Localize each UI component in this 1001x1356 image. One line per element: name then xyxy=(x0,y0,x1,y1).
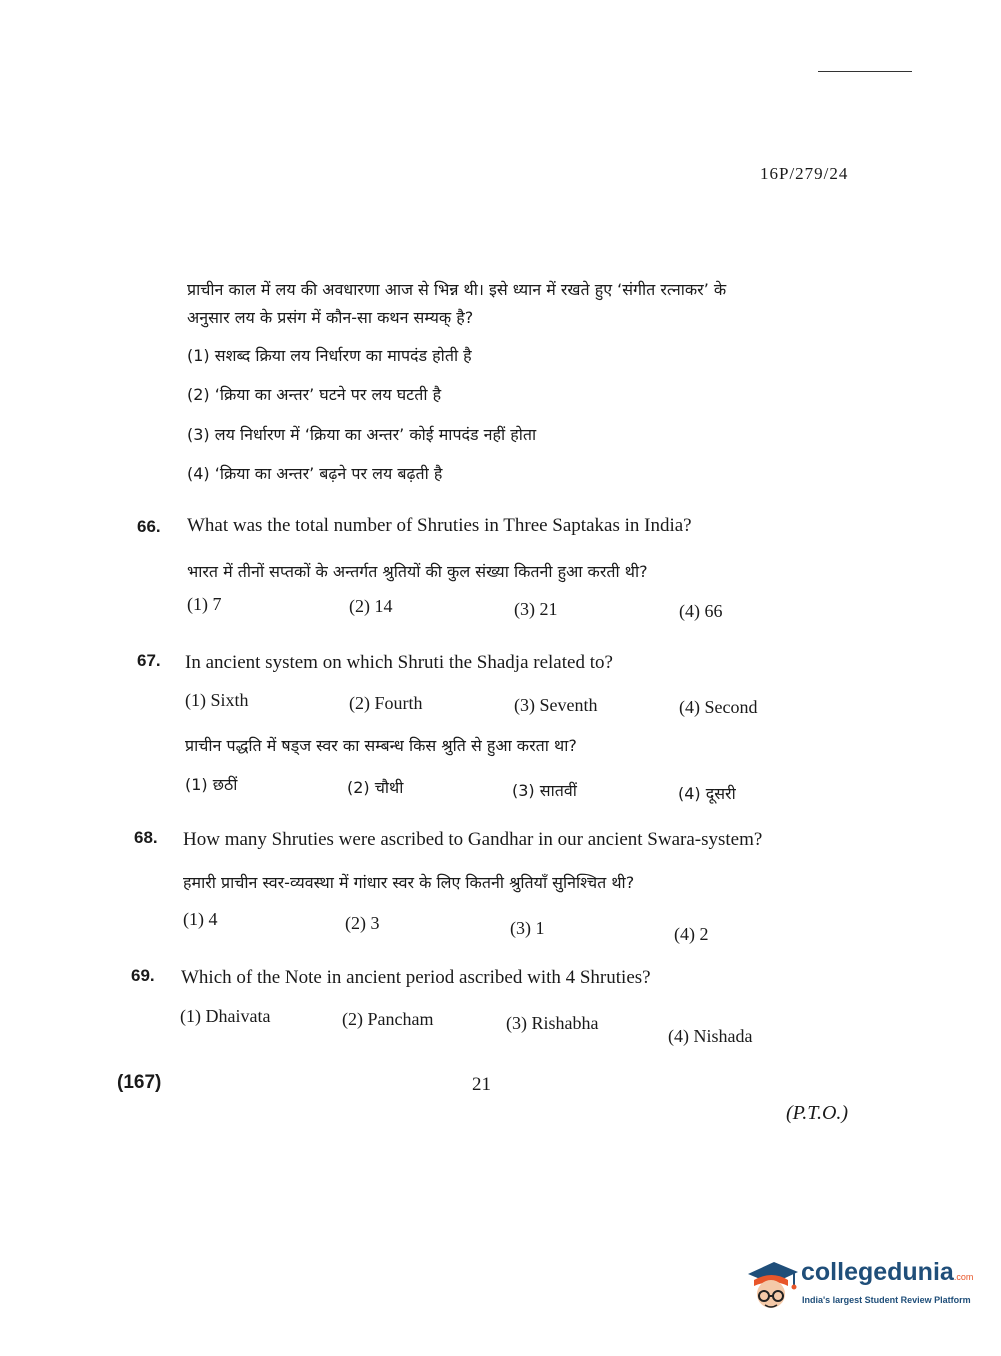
paper-code: 16P/279/24 xyxy=(760,164,849,183)
q67-option-hi-2: (2) चौथी xyxy=(347,778,404,797)
q68-hindi: हमारी प्राचीन स्वर-व्यवस्था में गांधार स्वर के लिए कितनी श्रुतियाँ सुनिश्चित थी? xyxy=(183,873,635,892)
q68-english: How many Shruties were ascribed to Gandhar in our ancient Swara-system? xyxy=(183,829,763,850)
q68-option-4: (4) 2 xyxy=(674,924,709,944)
logo-tagline: India's largest Student Review Platform xyxy=(802,1295,971,1305)
q66-english: What was the total number of Shruties in Three Saptakas in India? xyxy=(187,515,692,536)
q65-option-4: (4) ‘क्रिया का अन्तर’ बढ़ने पर लय बढ़ती है xyxy=(187,464,443,483)
q65-option-1: (1) सशब्द क्रिया लय निर्धारण का मापदंड होती है xyxy=(187,346,472,365)
q68-option-2: (2) 3 xyxy=(345,913,380,933)
q65-text-line1: प्राचीन काल में लय की अवधारणा आज से भिन्न थी। इसे ध्यान में रखते हुए ‘संगीत रत्नाकर’ के xyxy=(187,280,727,299)
q69-number: 69. xyxy=(131,966,155,985)
q67-option-en-4: (4) Second xyxy=(679,697,758,717)
q69-english: Which of the Note in ancient period ascribed with 4 Shruties? xyxy=(181,967,651,988)
q69-option-1: (1) Dhaivata xyxy=(180,1006,271,1026)
q66-option-3: (3) 21 xyxy=(514,599,558,619)
q67-option-hi-1: (1) छठीं xyxy=(185,775,238,794)
logo-wordmark: collegedunia.com xyxy=(801,1258,974,1286)
pto-note: (P.T.O.) xyxy=(786,1102,849,1124)
q67-option-hi-4: (4) दूसरी xyxy=(678,784,736,803)
q65-option-3: (3) लय निर्धारण में ‘क्रिया का अन्तर’ कोई मापदंड नहीं होता xyxy=(187,425,537,444)
q68-option-3: (3) 1 xyxy=(510,918,545,938)
q65-text-line2: अनुसार लय के प्रसंग में कौन-सा कथन सम्यक् है? xyxy=(187,308,474,327)
q65-option-2: (2) ‘क्रिया का अन्तर’ घटने पर लय घटती है xyxy=(187,385,442,404)
q68-option-1: (1) 4 xyxy=(183,909,218,929)
q66-hindi: भारत में तीनों सप्तकों के अन्तर्गत श्रुतियों की कुल संख्या कितनी हुआ करती थी? xyxy=(187,562,648,581)
q66-option-4: (4) 66 xyxy=(679,601,723,621)
q66-option-1: (1) 7 xyxy=(187,594,222,614)
q67-hindi: प्राचीन पद्धति में षड्ज स्वर का सम्बन्ध किस श्रुति से हुआ करता था? xyxy=(185,736,577,755)
q67-option-en-1: (1) Sixth xyxy=(185,690,249,710)
q67-number: 67. xyxy=(137,651,161,670)
q69-option-4: (4) Nishada xyxy=(668,1026,753,1046)
q69-option-2: (2) Pancham xyxy=(342,1009,434,1029)
q67-option-hi-3: (3) सातवीं xyxy=(512,781,577,800)
q68-number: 68. xyxy=(134,828,158,847)
q67-english: In ancient system on which Shruti the Shadja related to? xyxy=(185,652,613,673)
footer-code: (167) xyxy=(117,1072,162,1093)
q67-option-en-2: (2) Fourth xyxy=(349,693,423,713)
q66-number: 66. xyxy=(137,517,161,536)
collegedunia-logo xyxy=(744,1256,974,1314)
q67-option-en-3: (3) Seventh xyxy=(514,695,598,715)
page-number: 21 xyxy=(472,1074,491,1095)
q66-option-2: (2) 14 xyxy=(349,596,393,616)
student-mascot-icon xyxy=(744,1256,800,1314)
q69-option-3: (3) Rishabha xyxy=(506,1013,599,1033)
header-rule xyxy=(818,71,912,72)
